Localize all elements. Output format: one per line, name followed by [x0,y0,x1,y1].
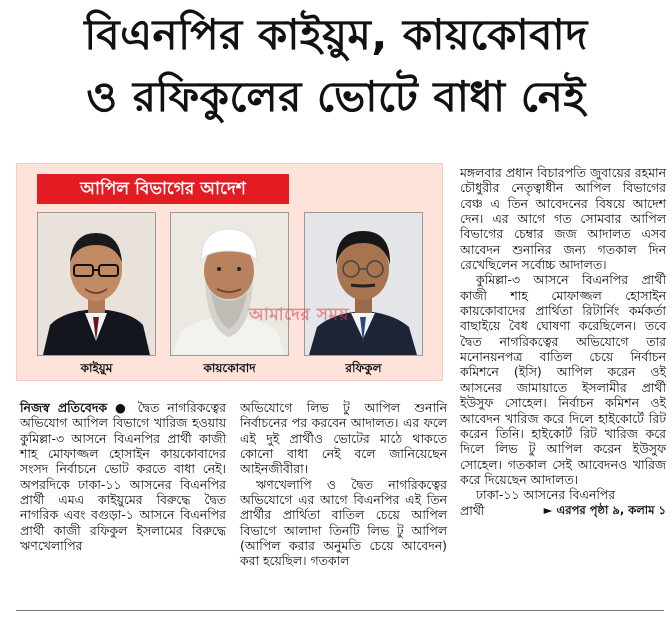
article-paragraph: অভিযোগে লিভ টু আপিল শুনানি নির্বাচনের পর করবেন আদালত। এর ফলে এই দুই প্রার্থীও ভোটের মাঠে থাকতে কোনো বাধা নেই বলে জানিয়েছেন আইনজীবীরা। [240,400,447,477]
article-column-1 [20,400,226,553]
article-paragraph: ঢাকা-১১ আসনের বিএনপির [476,487,616,503]
headline-line-1: বিএনপির কাইয়ুম, কায়কোবাদ [84,10,588,59]
article-paragraph: ঋণখেলাপি ও দ্বৈত নাগরিকত্বের অভিযোগে এর আগে বিএনপির এই তিন প্রার্থীর প্রার্থিতা বাতিল চেয়ে আপিল বিভাগে আলাদা তিনটি লিভ টু আপিল (আপিল করার অনুমতি চেয়ে আবেদন) করা হয়েছিল। গতকাল [240,476,447,569]
article-tail: প্রার্থী [460,502,485,518]
article-column-2 [240,400,447,569]
continued-note [544,503,666,518]
headline-line-2: ও রফিকুলের ভোটে বাধা নেই [86,72,586,121]
continued-text: এরপর পৃষ্ঠা ৯, কলাম ১ [556,502,666,517]
portrait-photo-kaykobad [170,212,289,356]
caption-kaium: কাইয়ুম [80,361,113,375]
article-text-col1: দ্বৈত নাগরিকত্বের অভিযোগ আপিল বিভাগে খারিজ হওয়ায় কুমিল্লা-৩ আসনে বিএনপির প্রার্থী কাজী শাহ মোফাজ্জল হোসাইন কায়কোবাদের সংসদ নির্বাচনে ভোট করতে বাধা নেই। অপরদিকে ঢাকা-১১ আসনের বিএনপির প্রার্থী এমএ কাইয়ুমের বিরুদ্ধে দ্বৈত নাগরিক এবং বগুড়া-১ আসনে বিএনপির প্রার্থী কাজী রফিকুল ইসলামের বিরুদ্ধে ঋণখেলাপির [20,400,226,554]
watermark: আমাদের সময় [249,305,349,325]
article-paragraph: মঙ্গলবার প্রধান বিচারপতি জুবায়ের রহমান চৌধুরীর নেতৃত্বাধীন আপিল বিভাগের বেঞ্চ এ তিন আবেদনের বিষয়ে আদেশ দেন। এর আগে গত সোমবার আপিল বিভাগের চেম্বার জজ আদালত এসব আবেদন শুনানির জন্য গতকাল দিন রেখেছিলেন সর্বোচ্চ আদালত। [460,165,666,273]
article-column-3 [460,165,666,518]
triangle-icon: ► [543,502,557,517]
bottom-rule [16,610,664,611]
portrait-photo-rafikul [304,212,423,356]
section-banner: আপিল বিভাগের আদেশ [37,174,289,204]
byline: নিজস্ব প্রতিবেদক [20,400,108,415]
continuation-row [460,503,666,518]
portrait-photo-kaium [37,212,156,356]
portrait-icon [38,213,155,355]
article-paragraph: কুমিল্লা-৩ আসনে বিএনপির প্রার্থী কাজী শাহ মোফাজ্জল হোসাইন কায়কোবাদের প্রার্থিতা রিটার্নিং কর্মকর্তা বাছাইয়ে বৈধ ঘোষণা করেছিলেন। তবে দ্বৈত নাগরিকত্বের অভিযোগে তার মনোনয়নপত্র বাতিল চেয়ে নির্বাচন কমিশনে (ইসি) আপিল করেন ওই আসনের জামায়াতে ইসলামীর প্রার্থী ইউসুফ সোহেল। নির্বাচন কমিশন ওই আবেদন খারিজ করে দিলে হাইকোর্টে রিট করেন তিনি। হাইকোর্ট রিট খারিজ করে দিলে লিভ টু আপিল করেন ইউসুফ সোহেল। গতকাল সেই আবেদনও খারিজ করে দিয়েছেন আদালত। [460,272,666,487]
portrait-icon [171,213,288,355]
caption-rafikul: রফিকুল [345,361,382,375]
headline [0,4,672,128]
bullet-icon: ● [114,400,130,415]
photo-box [16,163,443,381]
portrait-icon [305,213,422,355]
caption-kaykobad: কায়কোবাদ [203,361,256,375]
